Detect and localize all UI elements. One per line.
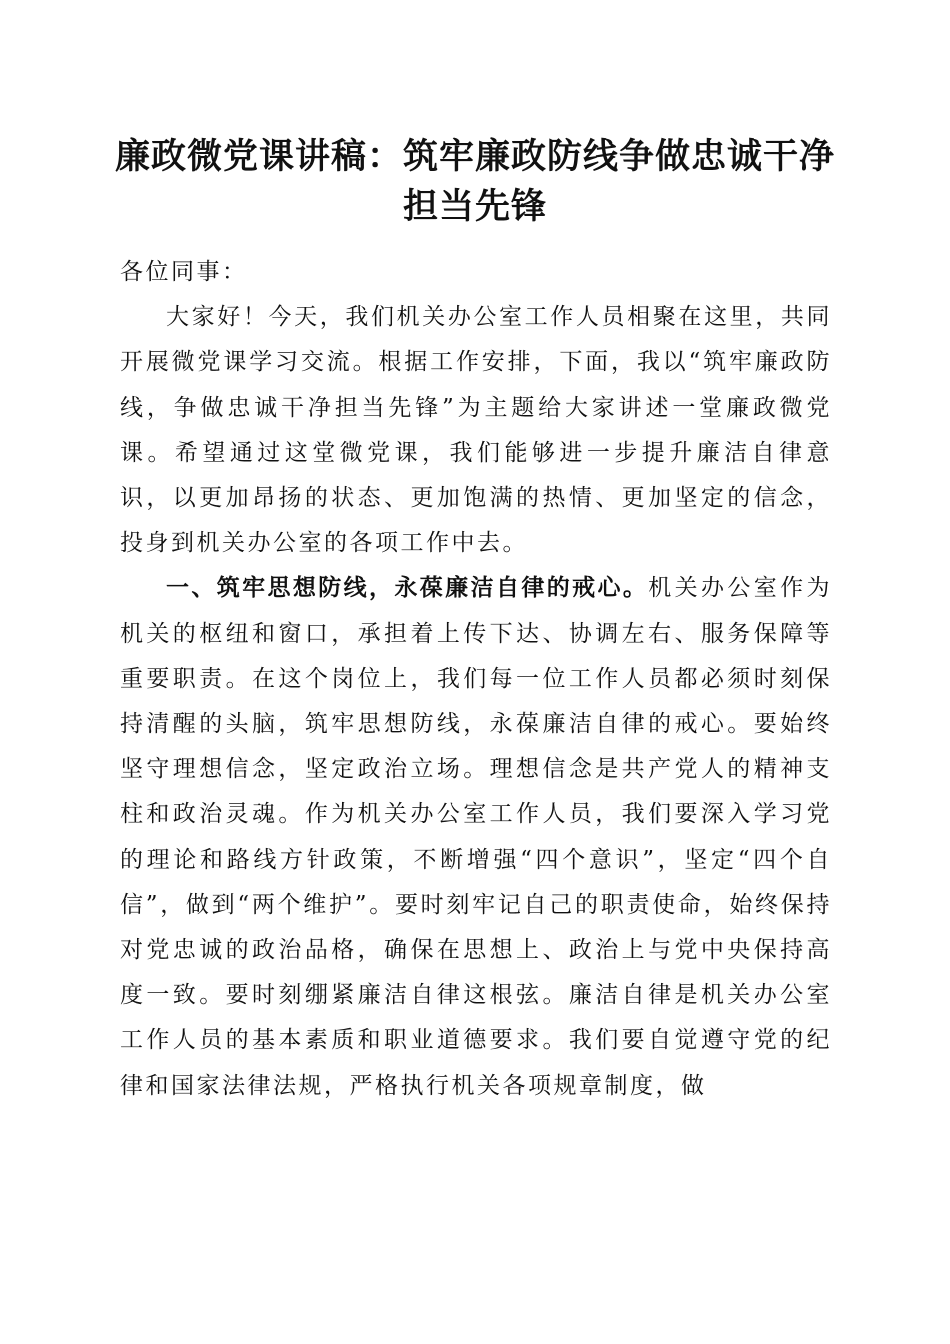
section-1-text: 机关办公室作为机关的枢纽和窗口，承担着上传下达、协调左右、服务保障等重要职责。在这个岗位上，我们每一位工作人员都必须时刻保持清醒的头脑，筑牢思想防线，永葆廉洁自律的戒心。要始终坚守理想信念，坚定政治立场。理想信念是共产党人的精神支柱和政治灵魂。作为机关办公室工作人员，我们要深入学习党的理论和路线方针政策，不断增强“四个意识”，坚定“四个自信”，做到“两个维护”。要时刻牢记自己的职责使命，始终保持对党忠诚的政治品格，确保在思想上、政治上与党中央保持高度一致。要时刻绷紧廉洁自律这根弦。廉洁自律是机关办公室工作人员的基本素质和职业道德要求。我们要自觉遵守党的纪律和国家法律法规，严格执行机关各项规章制度，做 xyxy=(120,575,833,1099)
document-body xyxy=(120,250,832,1109)
intro-paragraph: 大家好！今天，我们机关办公室工作人员相聚在这里，共同开展微党课学习交流。根据工作安排，下面，我以“筑牢廉政防线，争做忠诚干净担当先锋”为主题给大家讲述一堂廉政微党课。希望通过这堂微党课，我们能够进一步提升廉洁自律意识，以更加昂扬的状态、更加饱满的热情、更加坚定的信念，投身到机关办公室的各项工作中去。 xyxy=(120,304,832,557)
document-title: 廉政微党课讲稿：筑牢廉政防线争做忠诚干净担当先锋 xyxy=(114,136,835,227)
salutation: 各位同事： xyxy=(120,259,248,285)
section-1-heading: 一、筑牢思想防线，永葆廉洁自律的戒心。 xyxy=(166,575,649,602)
section-1-paragraph xyxy=(120,566,832,1108)
